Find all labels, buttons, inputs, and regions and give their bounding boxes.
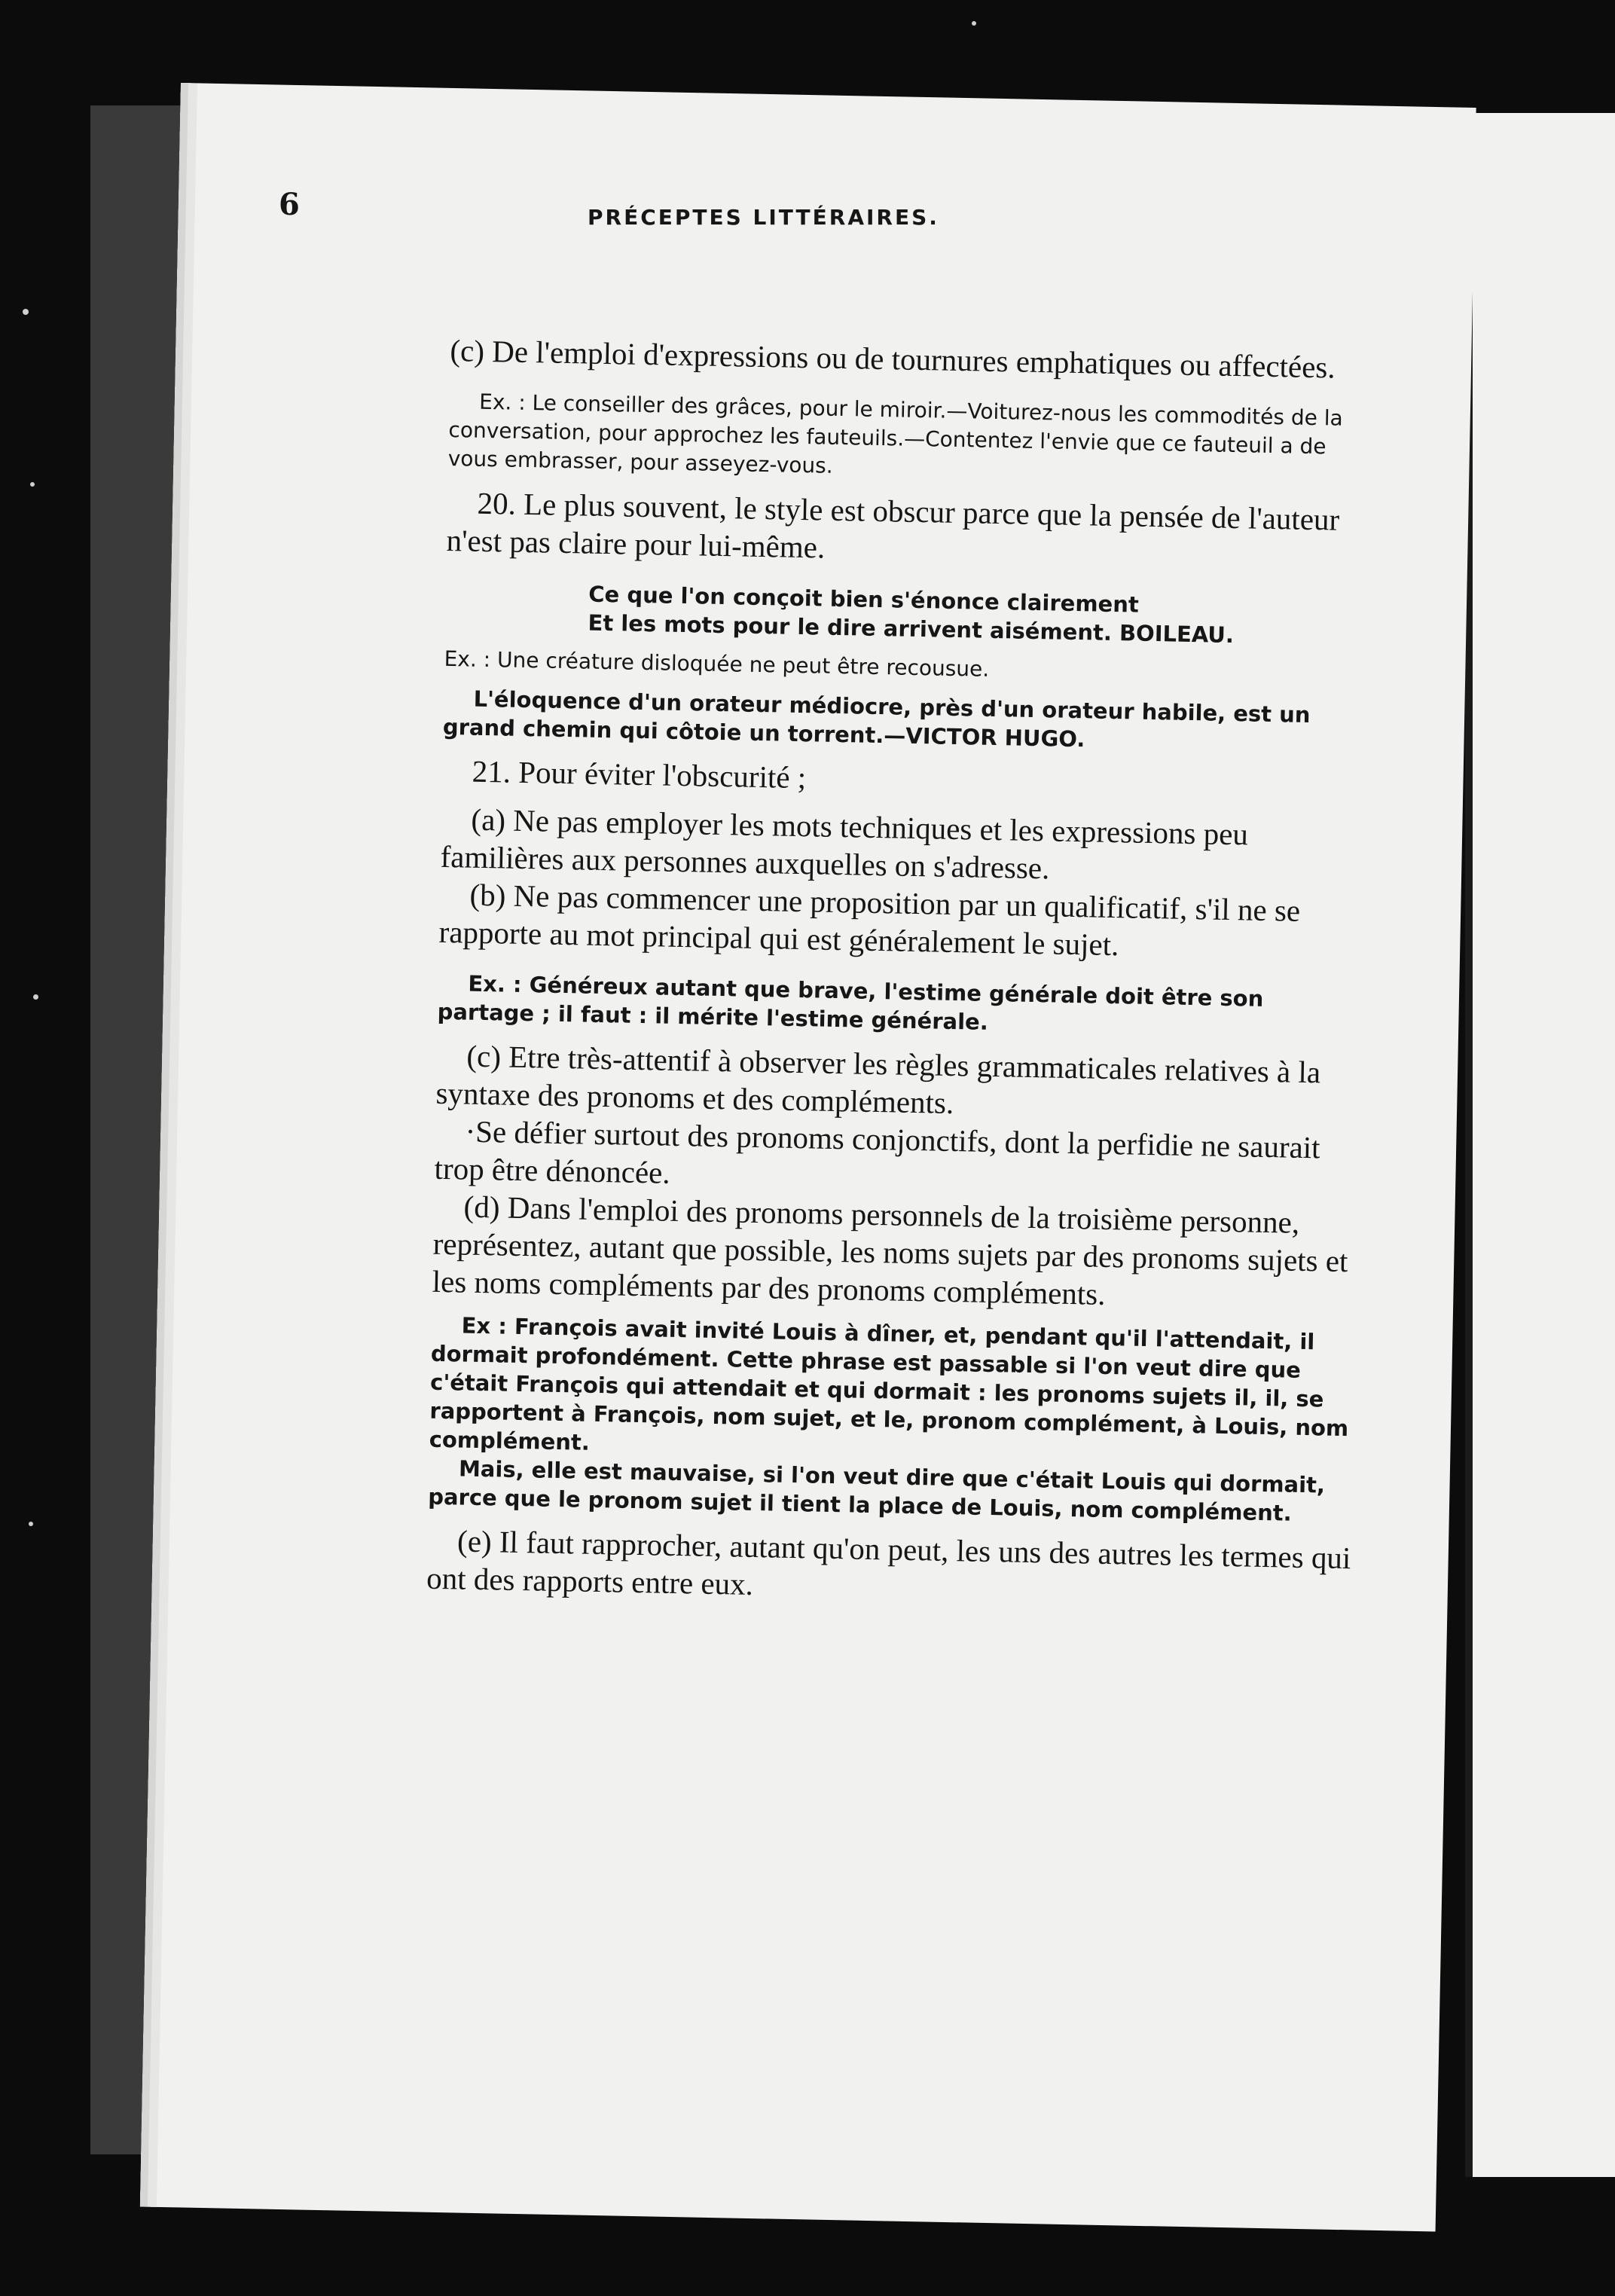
paragraph: Ex : François avait invité Louis à dîner, et, pendant qu'il l'attendait, il dormait profondément. Cette phrase est passable si l'on veut dire que c'était François qui attendait et qui dormait : les pronoms sujets il, il, se rapportent à François, nom sujet, et le, pronom complément, à Louis, nom complément. [429, 1312, 1349, 1455]
speck [30, 482, 35, 487]
paragraph: 20. Le plus souvent, le style est obscur parce que la pensée de l'auteur n'est pas claire pour lui-même. [446, 485, 1340, 565]
paragraph: ·Se défier surtout des pronoms conjonctifs, dont la perfidie ne saurait trop être dénoncée. [434, 1113, 1321, 1190]
speck [33, 994, 38, 1000]
speck [29, 1522, 33, 1526]
paragraph: Ex. : Généreux autant que brave, l'estime générale doit être son partage ; il faut : il mérite l'estime générale. [437, 970, 1264, 1035]
paragraph: L'éloquence d'un orateur médiocre, près d'un orateur habile, est un grand chemin qui côtoie un torrent.—VICTOR HUGO. [442, 685, 1311, 753]
paragraph: Mais, elle est mauvaise, si l'on veut dire que c'était Louis qui dormait, parce que le pronom sujet il tient la place de Louis, nom complément. [427, 1455, 1326, 1526]
paragraph: (c) De l'emploi d'expressions ou de tournures emphatiques ou affectées. [450, 332, 1336, 385]
paragraph: (c) Etre très-attentif à observer les règles grammaticales relatives à la syntaxe des pronoms et des compléments. [435, 1038, 1321, 1121]
right-page [1465, 113, 1615, 2177]
paragraph: (d) Dans l'emploi des pronoms personnels de la troisième personne, représentez, autant que possible, les noms sujets par des pronoms sujets et les noms compléments par des pronoms compléments. [432, 1189, 1348, 1311]
paragraph: (e) Il faut rapprocher, autant qu'on peut, les uns des autres les termes qui ont des rapports entre eux. [426, 1523, 1351, 1602]
paragraph: (a) Ne pas employer les mots techniques et les expressions peu familières aux personnes auxquelles on s'adresse. [440, 801, 1249, 886]
speck [23, 309, 29, 315]
paragraph: Ex. : Une créature disloquée ne peut être recousue. [444, 646, 990, 682]
running-head: PRÉCEPTES LITTÉRAIRES. [588, 205, 939, 230]
page-header [279, 187, 1258, 232]
paragraph: Ce que l'on conçoit bien s'énonce clairement [588, 581, 1140, 618]
paragraph: 21. Pour éviter l'obscurité ; [472, 753, 807, 795]
paragraph: (b) Ne pas commencer une proposition par un qualificatif, s'il ne se rapporte au mot principal qui est généralement le sujet. [438, 877, 1301, 963]
paragraph: Et les mots pour le dire arrivent aisément. BOILEAU. [588, 609, 1235, 649]
page-body [426, 331, 1377, 1614]
paragraph: Ex. : Le conseiller des grâces, pour le miroir.—Voiturez-nous les commodités de la conversation, pour approchez les fauteuils.—Contentez l'envie que ce fauteuil a de vous embrasser, pour asseyez-vous. [447, 389, 1344, 478]
page-number: 6 [279, 187, 300, 222]
speck [972, 21, 976, 26]
